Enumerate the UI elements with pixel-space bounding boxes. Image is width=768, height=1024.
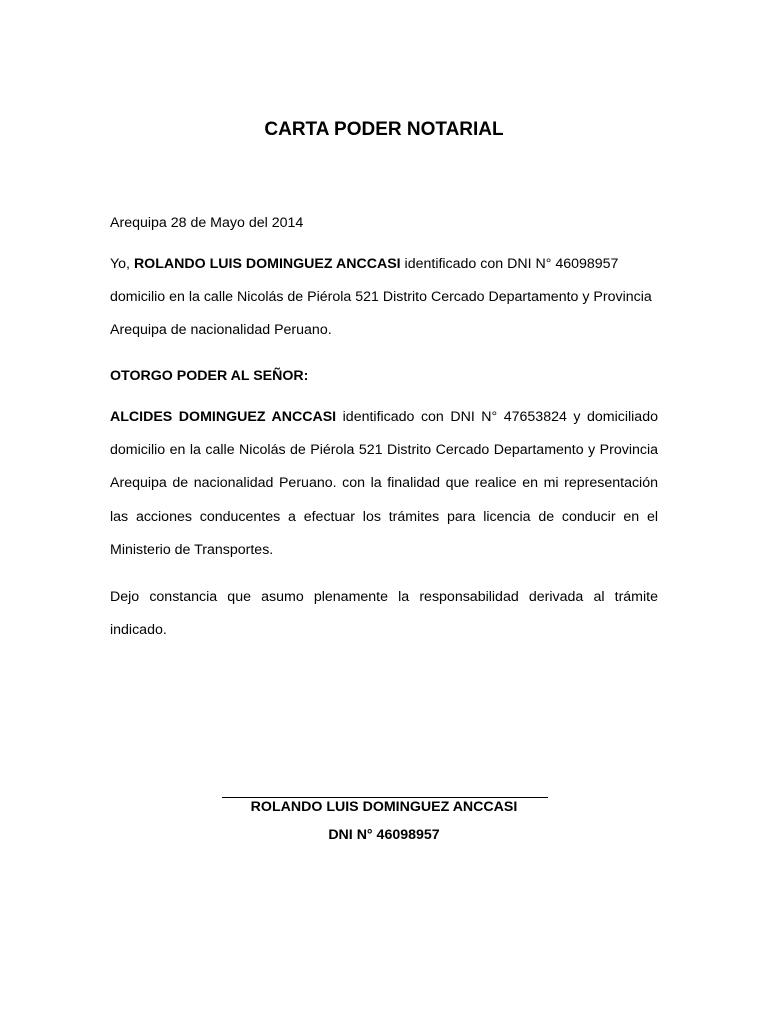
attorney-paragraph [110,401,658,567]
declarant-prefix: Yo, [110,256,134,272]
declarant-paragraph [110,248,658,348]
signature-line [222,797,548,798]
document-title: CARTA PODER NOTARIAL [264,119,504,140]
signature-dni: DNI N° 46098957 [328,827,440,843]
date-line: Arequipa 28 de Mayo del 2014 [110,215,304,231]
attorney-name: ALCIDES DOMINGUEZ ANCCASI [110,409,337,425]
signature-name: ROLANDO LUIS DOMINGUEZ ANCCASI [250,799,518,815]
grant-heading: OTORGO PODER AL SEÑOR: [110,368,309,384]
attorney-details: identificado con DNI N° 47653824 y domiciliado domicilio en la calle Nicolás de Piérola 521 Distrito Cercado Departamento y Provincia Arequipa de nacionalidad Peruano. con la finalidad que realice en mi representación las acciones conducentes a efectuar los trámites para licencia de conducir en el Ministerio de Transportes. [110,409,658,558]
closing-paragraph: Dejo constancia que asumo plenamente la responsabilidad derivada al trámite indicado. [110,589,658,639]
declarant-name: ROLANDO LUIS DOMINGUEZ ANCCASI [133,256,401,272]
declarant-details: identificado con DNI N° 46098957 domicilio en la calle Nicolás de Piérola 521 Distrito Cercado Departamento y Provincia Arequipa de nacionalidad Peruano. [110,256,652,339]
